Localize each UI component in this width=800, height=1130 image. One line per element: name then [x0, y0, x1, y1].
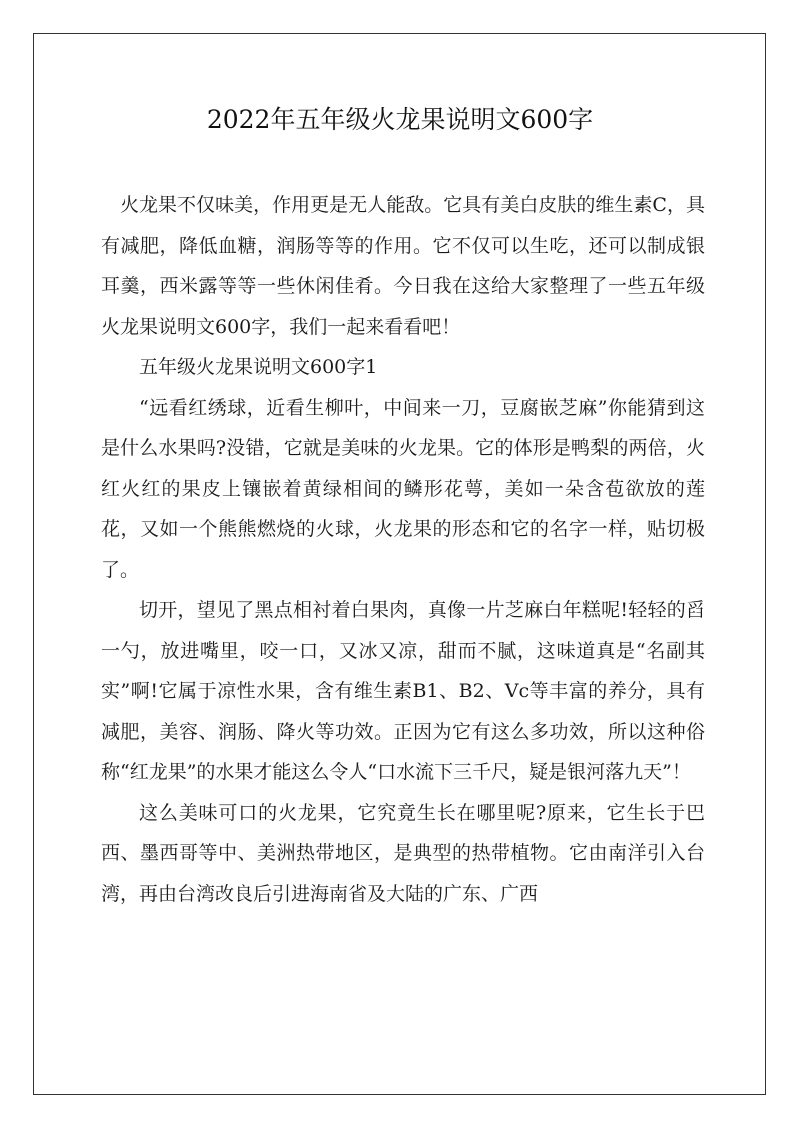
document-title: 2022年五年级火龙果说明文600字: [206, 105, 594, 134]
body-paragraph: “远看红绣球，近看生柳叶，中间来一刀，豆腐嵌芝麻”你能猜到这是什么水果吗?没错，它就是美味的火龙果。它的体形是鸭梨的两倍，火红火红的果皮上镶嵌着黄绿相间的鳞形花萼，美如一朵含苞欲放的莲花，又如一个熊熊燃烧的火球，火龙果的形态和它的名字一样，贴切极了。: [101, 396, 705, 581]
body-paragraph: 这么美味可口的火龙果，它究竟生长在哪里呢?原来，它生长于巴西、墨西哥等中、美洲热带地区，是典型的热带植物。它由南洋引入台湾，再由台湾改良后引进海南省及大陆的广东、广西: [101, 801, 705, 905]
body-paragraph: 切开，望见了黑点相衬着白果肉，真像一片芝麻白年糕呢!轻轻的舀一勺，放进嘴里，咬一口，又冰又凉，甜而不腻，这味道真是“名副其实”啊!它属于凉性水果，含有维生素B1、B2、Vc等丰富的养分，具有减肥，美容、润肠、降火等功效。正因为它有这么多功效，所以这种俗称“红龙果”的水果才能这么令人“口水流下三千尺，疑是银河落九天”！: [101, 599, 705, 783]
intro-paragraph: 火龙果不仅味美，作用更是无人能敌。它具有美白皮肤的维生素C，具有减肥，降低血糖，润肠等等的作用。它不仅可以生吃，还可以制成银耳羹，西米露等等一些休闲佳肴。今日我在这给大家整理了一些五年级火龙果说明文600字，我们一起来看看吧！: [101, 194, 705, 338]
section-heading: 五年级火龙果说明文600字1: [139, 356, 378, 378]
document-body: [101, 185, 705, 914]
